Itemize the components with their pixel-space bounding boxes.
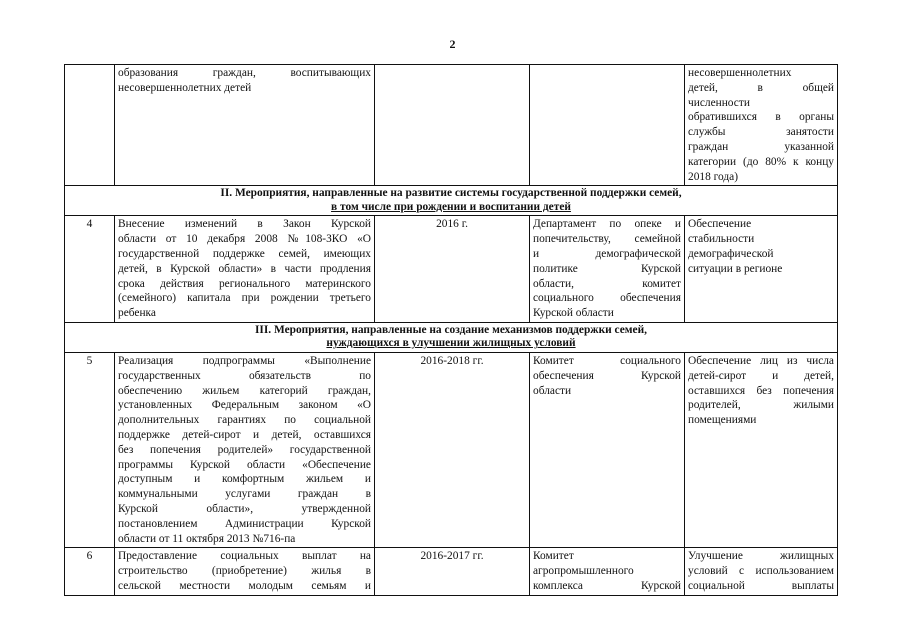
table-row xyxy=(65,548,838,595)
table-row xyxy=(65,65,838,186)
cell-number: 4 xyxy=(65,216,115,323)
cell-deadline: 2016-2017 гг. xyxy=(375,548,530,595)
cell-deadline xyxy=(375,65,530,186)
section-header-row xyxy=(65,322,838,352)
cell-result: Улучшение жилищных условий с использованием социальной выплаты xyxy=(685,548,838,595)
cell-executor: Комитет агропромышленного комплекса Курской xyxy=(530,548,685,595)
cell-result: несовершеннолетних детей, в общей численности обратившихся в органы службы занятости граждан указанной категории (до 80% к концу 2018 года) xyxy=(685,65,838,186)
cell-deadline: 2016 г. xyxy=(375,216,530,323)
table-row xyxy=(65,216,838,323)
cell-measure-name: Предоставление социальных выплат на строительство (приобретение) жилья в сельской местности молодым семьям и xyxy=(115,548,375,595)
cell-number xyxy=(65,65,115,186)
cell-result: Обеспечение лиц из числа детей-сирот и детей, оставшихся без попечения родителей, жилыми помещениями xyxy=(685,352,838,547)
section-header-3: III. Мероприятия, направленные на создание механизмов поддержки семей, нуждающихся в улучшении жилищных условий xyxy=(65,322,838,352)
cell-executor: Департамент по опеке и попечительству, семейной и демографической политике Курской области, комитет социального обеспечения Курской области xyxy=(530,216,685,323)
cell-measure-name: Внесение изменений в Закон Курской области от 10 декабря 2008 №108-ЗКО «О государственной поддержке семей, имеющих детей, в Курской области» в части продления срока действия регионального материнского (семейного) капитала при рождении третьего ребенка xyxy=(115,216,375,323)
cell-executor: Комитет социального обеспечения Курской области xyxy=(530,352,685,547)
table-row xyxy=(65,352,838,547)
section-header-row xyxy=(65,186,838,216)
cell-measure-name: образования граждан, воспитывающих несовершеннолетних детей xyxy=(115,65,375,186)
cell-deadline: 2016-2018 гг. xyxy=(375,352,530,547)
cell-executor xyxy=(530,65,685,186)
cell-number: 5 xyxy=(65,352,115,547)
cell-number: 6 xyxy=(65,548,115,595)
cell-measure-name: Реализация подпрограммы «Выполнение государственных обязательств по обеспечению жильем категорий граждан, установленных Федеральным законом «О дополнительных гарантиях по социальной поддержке детей-сирот и детей, оставшихся без попечения родителей» государственной программы Курской области «Обеспечение доступным и комфортным жильем и коммунальными услугами граждан в Курской области», утвержденной постановлением Администрации Курской области от 11 октября 2013 №716-па xyxy=(115,352,375,547)
page-number: 2 xyxy=(449,37,456,51)
section-header-2: II. Мероприятия, направленные на развитие системы государственной поддержки семей, в том числе при рождении и воспитании детей xyxy=(65,186,838,216)
cell-result: Обеспечение стабильности демографической ситуации в регионе xyxy=(685,216,838,323)
measures-table xyxy=(64,64,838,596)
